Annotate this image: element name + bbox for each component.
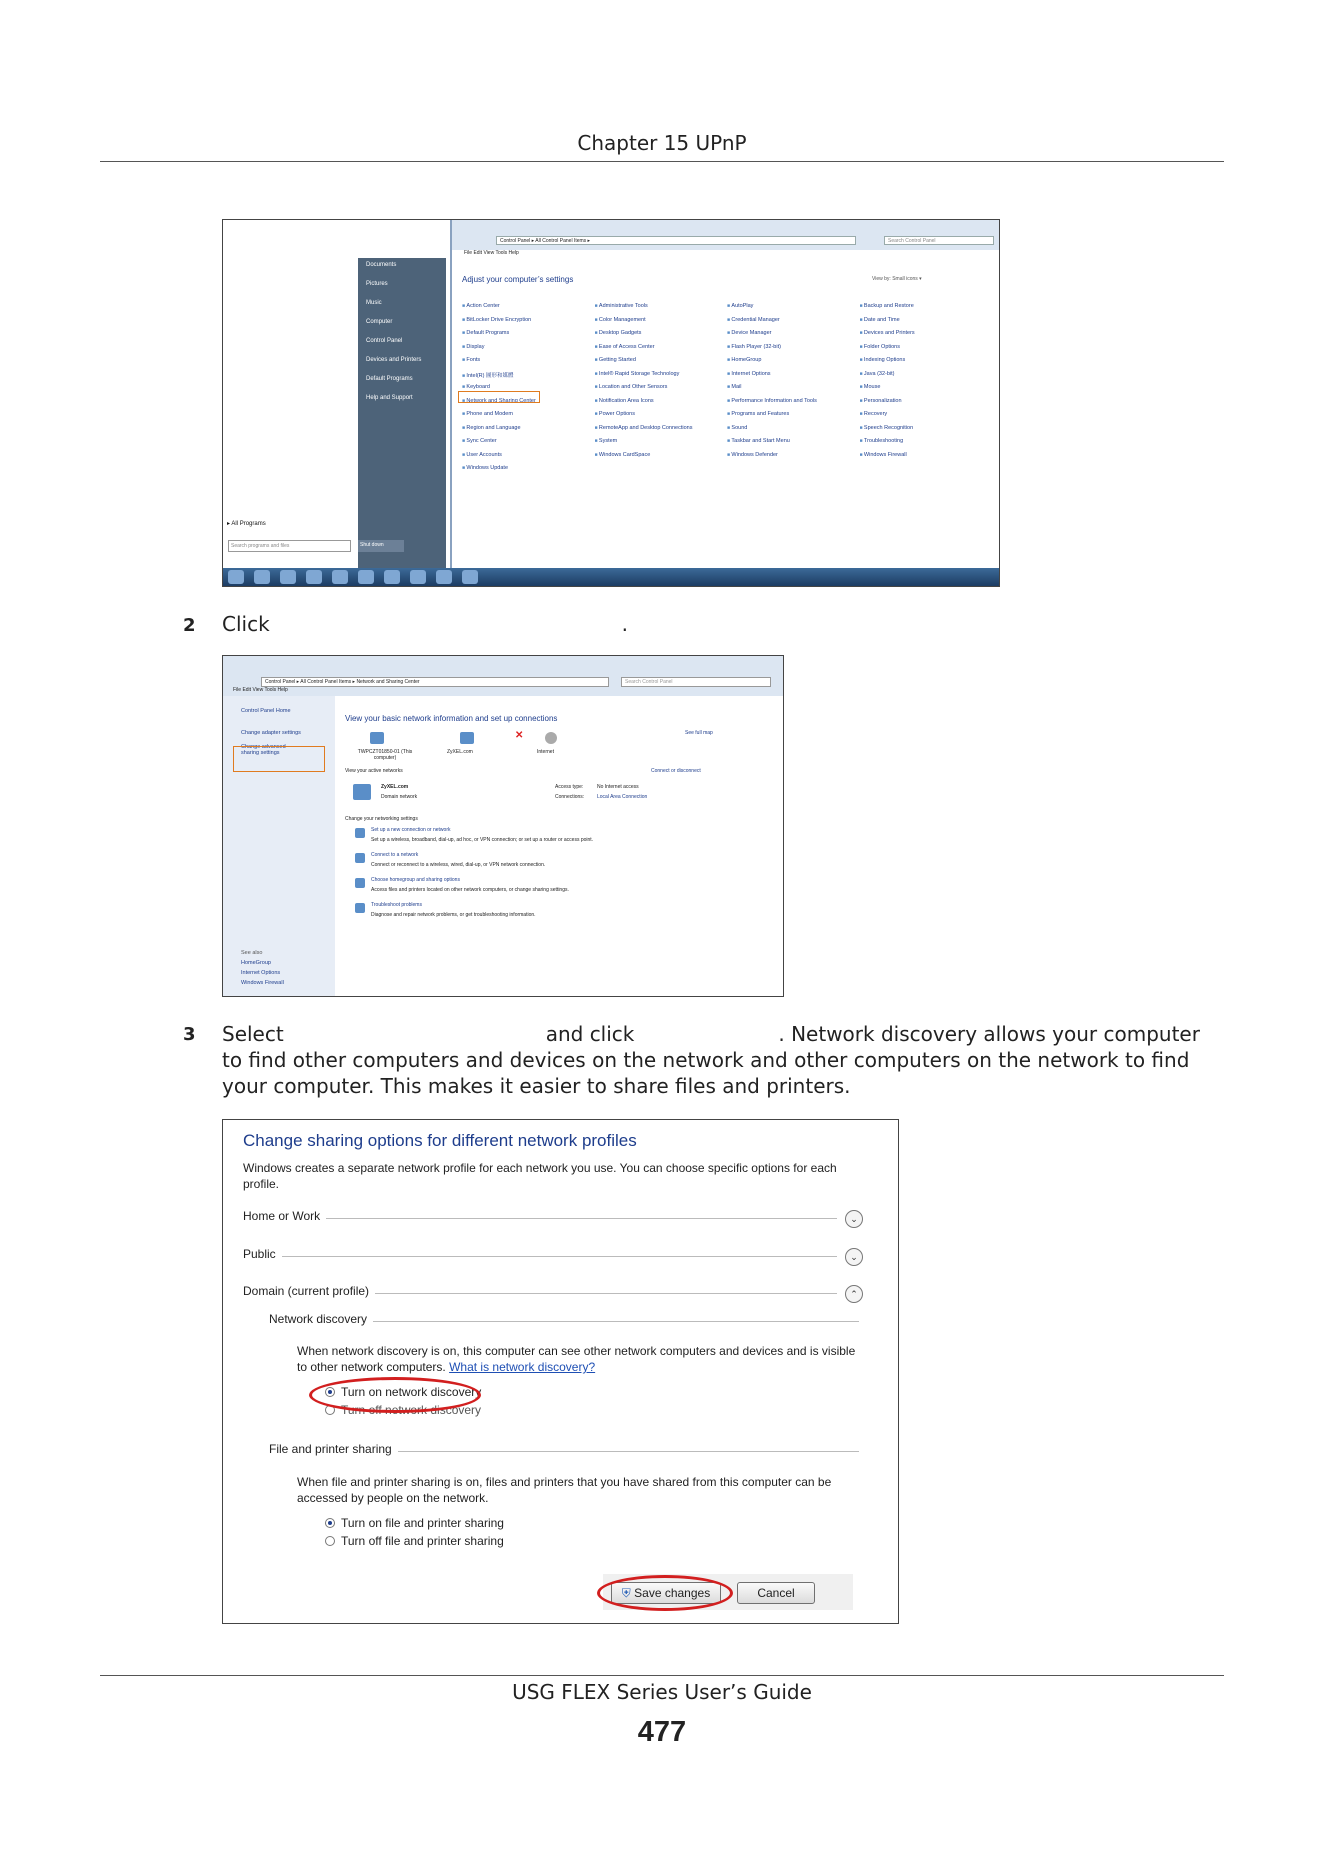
sidebar-item[interactable]: Internet Options (241, 970, 281, 976)
control-panel-item[interactable]: ■ Java (32-bit) (860, 371, 993, 385)
control-panel-item[interactable]: ■ Ease of Access Center (595, 344, 728, 358)
connections-label: Connections: (555, 794, 585, 800)
task-description: Diagnose and repair network problems, or get troubleshooting information. (371, 912, 536, 918)
taskbar-app-icon[interactable] (280, 570, 296, 584)
control-panel-item[interactable]: ■ Location and Other Sensors (595, 384, 728, 398)
taskbar-app-icon[interactable] (410, 570, 426, 584)
shutdown-button[interactable]: Shut down (358, 540, 404, 552)
control-panel-item[interactable]: ■ Region and Language (462, 425, 595, 439)
profile-public[interactable]: Public (243, 1247, 282, 1261)
network-discovery-heading: Network discovery (269, 1312, 373, 1326)
control-panel-item[interactable]: ■ Device Manager (727, 330, 860, 344)
control-panel-item[interactable]: ■ Sound (727, 425, 860, 439)
search-input[interactable]: Search Control Panel (884, 236, 994, 245)
control-panel-item[interactable]: ■ Getting Started (595, 357, 728, 371)
step-text (222, 611, 1222, 637)
section-title: View your basic network information and set up connections (345, 714, 558, 723)
shield-icon: ⛨ (621, 1586, 635, 1600)
task-icon (355, 828, 365, 838)
control-panel-item[interactable]: ■ Power Options (595, 411, 728, 425)
task-description: Set up a wireless, broadband, dial-up, ad hoc, or VPN connection; or set up a router or access point. (371, 837, 594, 843)
control-panel-item[interactable]: ■ Troubleshooting (860, 438, 993, 452)
start-menu-item[interactable]: Default Programs (366, 376, 413, 382)
radio-turn-off-file-printer-sharing[interactable] (325, 1534, 504, 1548)
computer-icon (370, 732, 384, 744)
radio-turn-on-file-printer-sharing[interactable] (325, 1516, 504, 1530)
sidebar-item[interactable]: Windows Firewall (241, 980, 284, 986)
control-panel-window (450, 220, 999, 568)
page-number: 477 (637, 1716, 687, 1748)
task-link[interactable]: Troubleshoot problems (371, 902, 422, 908)
start-menu-item[interactable]: Computer (366, 319, 393, 325)
task-icon (355, 903, 365, 913)
control-panel-item[interactable]: ■ Mail (727, 384, 860, 398)
footer-rule (100, 1675, 1224, 1676)
highlight-oval (597, 1575, 733, 1611)
control-panel-item[interactable]: ■ Intel® Rapid Storage Technology (595, 371, 728, 385)
step-text-part: Click (222, 612, 270, 636)
save-button-label: Save changes (634, 1586, 711, 1600)
control-panel-item[interactable]: ■ Flash Player (32-bit) (727, 344, 860, 358)
sidebar (223, 696, 335, 996)
page-title: Adjust your computer’s settings (462, 275, 574, 284)
task-icon (355, 878, 365, 888)
taskbar-app-icon[interactable] (332, 570, 348, 584)
access-label: Access type: (555, 784, 584, 790)
taskbar-app-icon[interactable] (462, 570, 478, 584)
highlight-oval (309, 1377, 481, 1413)
task-description: Access files and printers located on other network computers, or change sharing settings. (371, 887, 569, 893)
start-orb-icon[interactable] (228, 570, 244, 584)
control-panel-item[interactable]: ■ BitLocker Drive Encryption (462, 317, 595, 331)
highlight-box (458, 391, 540, 403)
control-panel-item[interactable]: ■ Folder Options (860, 344, 993, 358)
control-panel-item[interactable]: ■ Taskbar and Start Menu (727, 438, 860, 452)
control-panel-item[interactable]: ■ Speech Recognition (860, 425, 993, 439)
all-programs[interactable]: ▸ All Programs (227, 521, 266, 527)
network-discovery-desc: When network discovery is on, this computer can see other network computers and devices and is visible to other network computers. (297, 1344, 856, 1374)
start-menu (223, 220, 450, 568)
window-toolbar (452, 220, 1000, 250)
control-panel-item[interactable]: ■ Internet Options (727, 371, 860, 385)
start-menu-item-control-panel[interactable]: Control Panel (366, 338, 403, 344)
control-panel-item[interactable]: ■ Administrative Tools (595, 303, 728, 317)
control-panel-item[interactable]: ■ AutoPlay (727, 303, 860, 317)
all-programs-label: All Programs (231, 521, 266, 527)
control-panel-item[interactable]: ■ Windows Firewall (860, 452, 993, 466)
control-panel-item[interactable]: ■ Windows Update (462, 465, 595, 479)
step-text-part: and click (545, 1022, 635, 1046)
node-label: Internet (537, 749, 554, 755)
connect-link[interactable]: Connect or disconnect (651, 768, 701, 774)
intro-text: Windows creates a separate network profile for each network you use. You can choose specific options for each profile. (243, 1161, 837, 1191)
no-connection-icon: ✕ (515, 730, 524, 741)
radio-label: Turn off file and printer sharing (341, 1534, 504, 1548)
step-text-part: Select (222, 1022, 284, 1046)
taskbar-app-icon[interactable] (254, 570, 270, 584)
network-type: Domain network (381, 794, 418, 800)
control-panel-item[interactable]: ■ Display (462, 344, 595, 358)
control-panel-item[interactable]: ■ Network and Sharing Center (462, 398, 595, 412)
start-menu-item[interactable]: Devices and Printers (366, 357, 422, 363)
window-toolbar (223, 656, 783, 696)
highlight-box (233, 746, 325, 772)
sidebar-item[interactable]: HomeGroup (241, 960, 271, 966)
control-panel-item[interactable]: ■ HomeGroup (727, 357, 860, 371)
taskbar-app-icon[interactable] (358, 570, 374, 584)
control-panel-items (462, 303, 992, 479)
profile-home-or-work[interactable]: Home or Work (243, 1209, 326, 1223)
dialog-title: Change sharing options for different network profiles (243, 1131, 637, 1150)
divider (245, 1256, 837, 1257)
control-panel-item[interactable]: ■ Personalization (860, 398, 993, 412)
sidebar-item-advanced-sharing[interactable]: Change advanced sharing settings (241, 744, 286, 756)
control-panel-item[interactable]: ■ Intel(R) 圖形和媒體 (462, 371, 595, 385)
network-name: ZyXEL.com (381, 784, 409, 790)
taskbar-app-icon[interactable] (436, 570, 452, 584)
step-text-part: . Network discovery allows your computer to find other computers and devices on the network and other computers on the network to find your computer. This makes it easier to share files and printers. (222, 1022, 1200, 1098)
globe-icon (545, 732, 557, 744)
profile-domain[interactable]: Domain (current profile) (243, 1284, 375, 1298)
start-menu-item[interactable]: Documents (366, 262, 397, 268)
network-sharing-center-screenshot (222, 655, 784, 997)
control-panel-item[interactable]: ■ Recovery (860, 411, 993, 425)
network-discovery-text (297, 1343, 857, 1375)
access-value: No Internet access (597, 784, 639, 790)
taskbar-app-icon[interactable] (384, 570, 400, 584)
task-link[interactable]: Choose homegroup and sharing options (371, 877, 460, 883)
search-input[interactable]: Search Control Panel (621, 677, 771, 687)
radio-selected-icon (325, 1518, 335, 1528)
see-also-label: See also (241, 950, 263, 956)
control-panel-item[interactable]: ■ Backup and Restore (860, 303, 993, 317)
control-panel-item[interactable]: ■ Credential Manager (727, 317, 860, 331)
control-panel-item[interactable]: ■ Windows Defender (727, 452, 860, 466)
control-panel-item[interactable]: ■ Phone and Modem (462, 411, 595, 425)
control-panel-item[interactable]: ■ RemoteApp and Desktop Connections (595, 425, 728, 439)
control-panel-item[interactable]: ■ Default Programs (462, 330, 595, 344)
network-icon (353, 784, 371, 800)
radio-unselected-icon (325, 1536, 335, 1546)
subheading: View your active networks (345, 768, 403, 774)
step-text-part: . (621, 612, 629, 636)
step-number: 2 (183, 615, 196, 636)
cancel-button[interactable]: Cancel (737, 1582, 815, 1604)
connection-link[interactable]: Local Area Connection (597, 794, 648, 800)
node-label: TWPCZT01850-01 (This computer) (357, 749, 413, 761)
network-icon (460, 732, 474, 744)
taskbar (223, 568, 999, 586)
see-full-map-link[interactable]: See full map (685, 730, 713, 736)
radio-label: Turn on file and printer sharing (341, 1516, 504, 1530)
sharing-options-screenshot (222, 1119, 899, 1624)
control-panel-item[interactable]: ■ User Accounts (462, 452, 595, 466)
page-footer: USG FLEX Series User’s Guide (512, 1680, 812, 1704)
control-panel-item[interactable]: ■ Sync Center (462, 438, 595, 452)
radio-label: Turn on network discovery (341, 1385, 482, 1399)
task-link[interactable]: Connect to a network (371, 852, 419, 858)
control-panel-item[interactable]: ■ Desktop Gadgets (595, 330, 728, 344)
view-by[interactable]: View by: Small icons ▾ (872, 276, 922, 282)
address-bar[interactable]: Control Panel ▸ All Control Panel Items ▸ Network and Sharing Center (261, 677, 609, 687)
sidebar-item[interactable]: Control Panel Home (241, 708, 291, 714)
task-icon (355, 853, 365, 863)
sidebar-item[interactable]: Change adapter settings (241, 730, 301, 736)
control-panel-item[interactable]: ■ Performance Information and Tools (727, 398, 860, 412)
menu-bar[interactable]: File Edit View Tools Help (233, 687, 288, 693)
start-menu-right-panel (358, 258, 446, 568)
control-panel-item[interactable]: ■ Mouse (860, 384, 993, 398)
file-printer-sharing-heading: File and printer sharing (269, 1442, 398, 1456)
menu-bar[interactable]: File Edit View Tools Help (464, 250, 519, 256)
control-panel-item[interactable]: ■ Keyboard (462, 384, 595, 398)
page-header: Chapter 15 UPnP (577, 131, 747, 155)
chevron-down-icon[interactable]: ⌄ (845, 1210, 863, 1228)
control-panel-item[interactable]: ■ Programs and Features (727, 411, 860, 425)
step-text (222, 1021, 1222, 1099)
step-number: 3 (183, 1024, 196, 1045)
radio-label: Turn off network discovery (341, 1403, 482, 1417)
task-description: Connect or reconnect to a wireless, wired, dial-up, or VPN network connection. (371, 862, 546, 868)
control-panel-item[interactable]: ■ Color Management (595, 317, 728, 331)
task-link[interactable]: Set up a new connection or network (371, 827, 451, 833)
control-panel-screenshot (222, 219, 1000, 587)
node-label: ZyXEL.com (447, 749, 473, 755)
control-panel-item[interactable]: ■ Date and Time (860, 317, 993, 331)
control-panel-item[interactable]: ■ Action Center (462, 303, 595, 317)
taskbar-app-icon[interactable] (306, 570, 322, 584)
start-menu-item[interactable]: Help and Support (366, 395, 413, 401)
header-rule (100, 161, 1224, 162)
start-menu-item[interactable]: Pictures (366, 281, 388, 287)
start-menu-item[interactable]: Music (366, 300, 382, 306)
address-bar[interactable]: Control Panel ▸ All Control Panel Items ▸ (496, 236, 856, 245)
network-discovery-link[interactable]: What is network discovery? (449, 1360, 596, 1374)
subheading: Change your networking settings (345, 816, 418, 822)
control-panel-item[interactable]: ■ Notification Area Icons (595, 398, 728, 412)
control-panel-item[interactable]: ■ Fonts (462, 357, 595, 371)
divider (245, 1218, 837, 1219)
control-panel-item[interactable]: ■ Devices and Printers (860, 330, 993, 344)
control-panel-item[interactable]: ■ System (595, 438, 728, 452)
control-panel-item[interactable]: ■ Windows CardSpace (595, 452, 728, 466)
file-printer-sharing-text: When file and printer sharing is on, files and printers that you have shared from this computer can be accessed by people on the network. (297, 1475, 832, 1505)
chevron-up-icon[interactable]: ⌃ (845, 1285, 863, 1303)
chevron-down-icon[interactable]: ⌄ (845, 1248, 863, 1266)
control-panel-item[interactable]: ■ Indexing Options (860, 357, 993, 371)
start-search-input[interactable]: Search programs and files (228, 540, 351, 552)
main-panel (335, 696, 783, 996)
